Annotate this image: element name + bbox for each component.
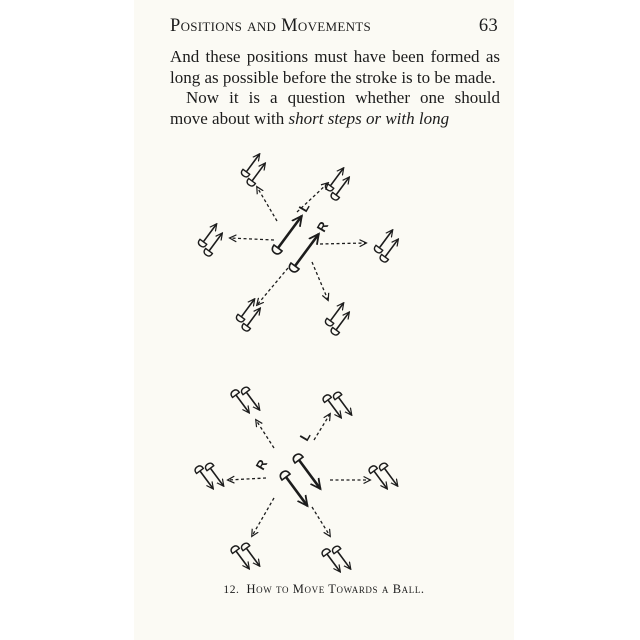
bottom-lower-right-pair-a-shaft (327, 554, 340, 572)
top-dash-lower-left (257, 268, 288, 305)
top-dash-right (320, 243, 366, 244)
top-right-pair-a-heel (380, 254, 388, 262)
bottom-upper-left-pair-b-shaft (246, 392, 259, 410)
bottom-upper-right-pair-b-heel (333, 392, 341, 400)
bottom-left-pair-b-heel (205, 463, 213, 471)
top-lower-right-pair-a-shaft (336, 312, 349, 330)
top-upper-left-pair-a-heel (247, 178, 255, 186)
top-upper-left-pair-a-shaft (252, 163, 265, 181)
bottom-dash-upper-left (256, 420, 274, 448)
bottom-diagram-right-label: R (252, 456, 271, 473)
top-left-pair-b-heel (198, 239, 206, 247)
bottom-right-pair-a-heel (369, 466, 377, 474)
top-lower-left-pair-b-heel (236, 314, 244, 322)
paragraph-2-emphasis: short steps or with long (288, 108, 450, 128)
top-lower-right-pair-b-shaft (330, 303, 343, 321)
caption-number: 12. (223, 584, 240, 596)
bottom-left-pair-a-heel (195, 466, 203, 474)
caption-title: How to Move Towards a Ball. (246, 582, 425, 596)
top-diagram-left-label: L (295, 200, 313, 215)
book-page (134, 0, 514, 640)
top-lower-right-pair-b-heel (325, 318, 333, 326)
bottom-lower-right-pair-b-heel (332, 546, 340, 554)
bottom-lower-left-pair-a-heel (231, 546, 239, 554)
top-center-right-foot-shaft (295, 234, 319, 266)
paragraph-1: And these positions must have been formed as long as possible before the stroke is to be made. (170, 47, 500, 87)
bottom-upper-left-pair-b-heel (241, 387, 249, 395)
bottom-dash-lower-right (312, 507, 330, 536)
diagram-group (195, 154, 398, 572)
bottom-upper-left-pair-a-shaft (236, 395, 249, 413)
top-left-pair-a-heel (204, 248, 212, 256)
top-upper-right-pair-a-shaft (336, 177, 349, 195)
top-left-pair-b-shaft (203, 224, 216, 242)
top-dash-upper-left (257, 187, 277, 221)
bottom-left-pair-a-shaft (200, 471, 213, 489)
top-right-pair-b-heel (374, 245, 382, 253)
bottom-dash-left (228, 478, 266, 480)
top-diagram-right-label: R (313, 218, 332, 235)
bottom-diagram-left-label: L (296, 429, 314, 444)
top-upper-left-pair-b-shaft (246, 154, 259, 172)
running-head-title: Positions and Movements (170, 16, 372, 36)
top-lower-left-pair-a-shaft (247, 308, 260, 326)
bottom-dash-lower-left (252, 498, 274, 536)
bottom-lower-left-pair-b-heel (241, 543, 249, 551)
top-right-pair-a-shaft (385, 239, 398, 257)
top-lower-left-pair-a-heel (242, 323, 250, 331)
top-upper-left-pair-b-heel (241, 169, 249, 177)
bottom-center-left-foot-shaft (299, 460, 320, 489)
bottom-lower-right-pair-b-shaft (337, 551, 350, 569)
page-number: 63 (478, 16, 498, 36)
bottom-upper-left-pair-a-heel (231, 390, 239, 398)
bottom-lower-left-pair-b-shaft (246, 548, 259, 566)
paragraph-2-text: Now it is a question whether one should move about with (170, 88, 500, 128)
bottom-left-pair-b-shaft (210, 468, 223, 486)
bottom-right-pair-a-shaft (374, 471, 387, 489)
footwork-figure (134, 0, 514, 640)
figure-caption (134, 582, 514, 597)
top-dash-lower-right (312, 262, 328, 300)
bottom-dash-upper-right (314, 414, 330, 440)
top-dash-left (230, 238, 274, 240)
bottom-right-pair-b-heel (379, 463, 387, 471)
top-upper-right-pair-a-heel (331, 192, 339, 200)
top-right-pair-b-shaft (379, 230, 392, 248)
top-center-left-foot-shaft (278, 216, 302, 248)
top-left-pair-a-shaft (209, 233, 222, 251)
bottom-upper-right-pair-b-shaft (338, 397, 351, 415)
top-upper-right-pair-b-shaft (330, 168, 343, 186)
bottom-lower-left-pair-a-shaft (236, 551, 249, 569)
bottom-right-pair-b-shaft (384, 468, 397, 486)
top-lower-left-pair-b-shaft (241, 299, 254, 317)
bottom-lower-right-pair-a-heel (322, 549, 330, 557)
bottom-center-right-foot-shaft (286, 477, 307, 506)
bottom-upper-right-pair-a-heel (323, 395, 331, 403)
top-lower-right-pair-a-heel (331, 327, 339, 335)
